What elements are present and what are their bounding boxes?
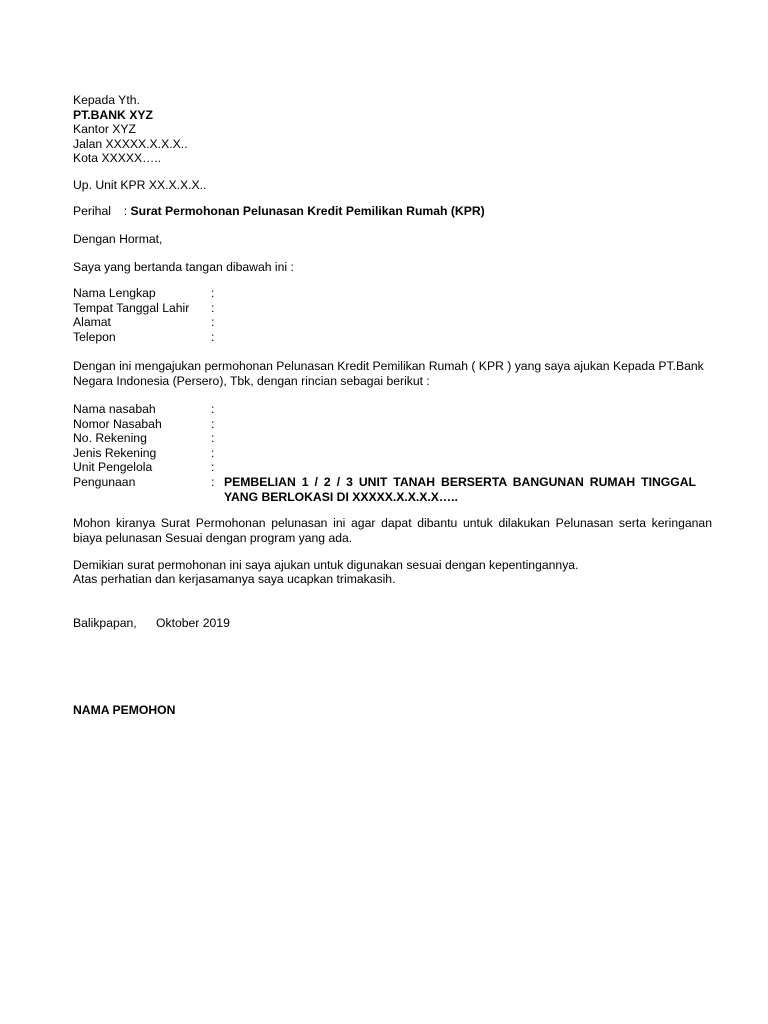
- field-colon: :: [211, 286, 215, 300]
- field-label: Nama Lengkap: [73, 286, 156, 300]
- recipient-bank: PT.BANK XYZ: [73, 107, 153, 122]
- salutation: Dengan Hormat,: [73, 232, 163, 246]
- account-field-row: [73, 417, 713, 432]
- applicant-field-row: [73, 301, 713, 316]
- request-paragraph: Dengan ini mengajukan permohonan Pelunasan Kredit Pemilikan Rumah ( KPR ) yang saya ajukan Kepada PT.Bank Negara Indonesia (Persero), Tbk, dengan rincian sebagai berikut :: [73, 359, 704, 388]
- usage-colon: :: [211, 475, 215, 489]
- field-colon: :: [211, 445, 215, 460]
- subject-text: Surat Permohonan Pelunasan Kredit Pemilikan Rumah (KPR): [130, 204, 485, 218]
- applicant-field-row: [73, 286, 713, 301]
- field-colon: :: [211, 402, 215, 416]
- recipient-greeting: Kepada Yth.: [73, 93, 140, 107]
- account-field-row: [73, 431, 713, 446]
- field-colon: :: [211, 431, 215, 445]
- signature-city: Balikpapan,: [73, 616, 137, 630]
- field-label: No. Rekening: [73, 431, 147, 445]
- hope-paragraph: Mohon kiranya Surat Permohonan pelunasan ini agar dapat dibantu untuk dilakukan Pelunasan serta keringanan biaya pelunasan Sesuai dengan program yang ada.: [73, 516, 712, 545]
- recipient-street: Jalan XXXXX.X.X.X..: [73, 136, 188, 151]
- attention-line: Up. Unit KPR XX.X.X.X..: [73, 178, 207, 192]
- field-label: Nomor Nasabah: [73, 416, 162, 431]
- field-label: Jenis Rekening: [73, 445, 157, 460]
- field-label: Tempat Tanggal Lahir: [73, 300, 190, 315]
- field-colon: :: [211, 460, 215, 474]
- signature-name: NAMA PEMOHON: [73, 703, 176, 717]
- account-field-row: [73, 460, 713, 475]
- closing-line-2: Atas perhatian dan kerjasamanya saya ucapkan trimakasih.: [73, 572, 396, 586]
- field-label: Alamat: [73, 315, 111, 329]
- intro-line: Saya yang bertanda tangan dibawah ini :: [73, 260, 294, 274]
- closing-line-1: Demikian surat permohonan ini saya ajukan untuk digunakan sesuai dengan kepentingannya.: [73, 557, 579, 572]
- applicant-field-row: [73, 330, 713, 345]
- field-colon: :: [211, 416, 215, 431]
- usage-value: PEMBELIAN 1 / 2 / 3 UNIT TANAH BERSERTA BANGUNAN RUMAH TINGGAL YANG BERLOKASI DI XXXXX.X.X.X.X…..: [224, 475, 696, 504]
- account-field-row: [73, 402, 713, 417]
- place-date: [73, 616, 230, 631]
- field-label: Unit Pengelola: [73, 460, 153, 474]
- subject-line: [73, 204, 485, 219]
- usage-label: Pengunaan: [73, 475, 136, 489]
- field-label: Nama nasabah: [73, 402, 156, 416]
- field-colon: :: [211, 329, 215, 344]
- subject-label: Perihal: [73, 204, 111, 218]
- field-label: Telepon: [73, 329, 116, 344]
- subject-separator: :: [123, 204, 128, 218]
- recipient-city: Kota XXXXX…..: [73, 151, 162, 165]
- signature-date: Oktober 2019: [156, 616, 230, 630]
- account-field-row: [73, 446, 713, 461]
- field-colon: :: [211, 300, 215, 315]
- applicant-field-row: [73, 315, 713, 330]
- field-colon: :: [211, 315, 215, 329]
- recipient-office: Kantor XYZ: [73, 122, 136, 136]
